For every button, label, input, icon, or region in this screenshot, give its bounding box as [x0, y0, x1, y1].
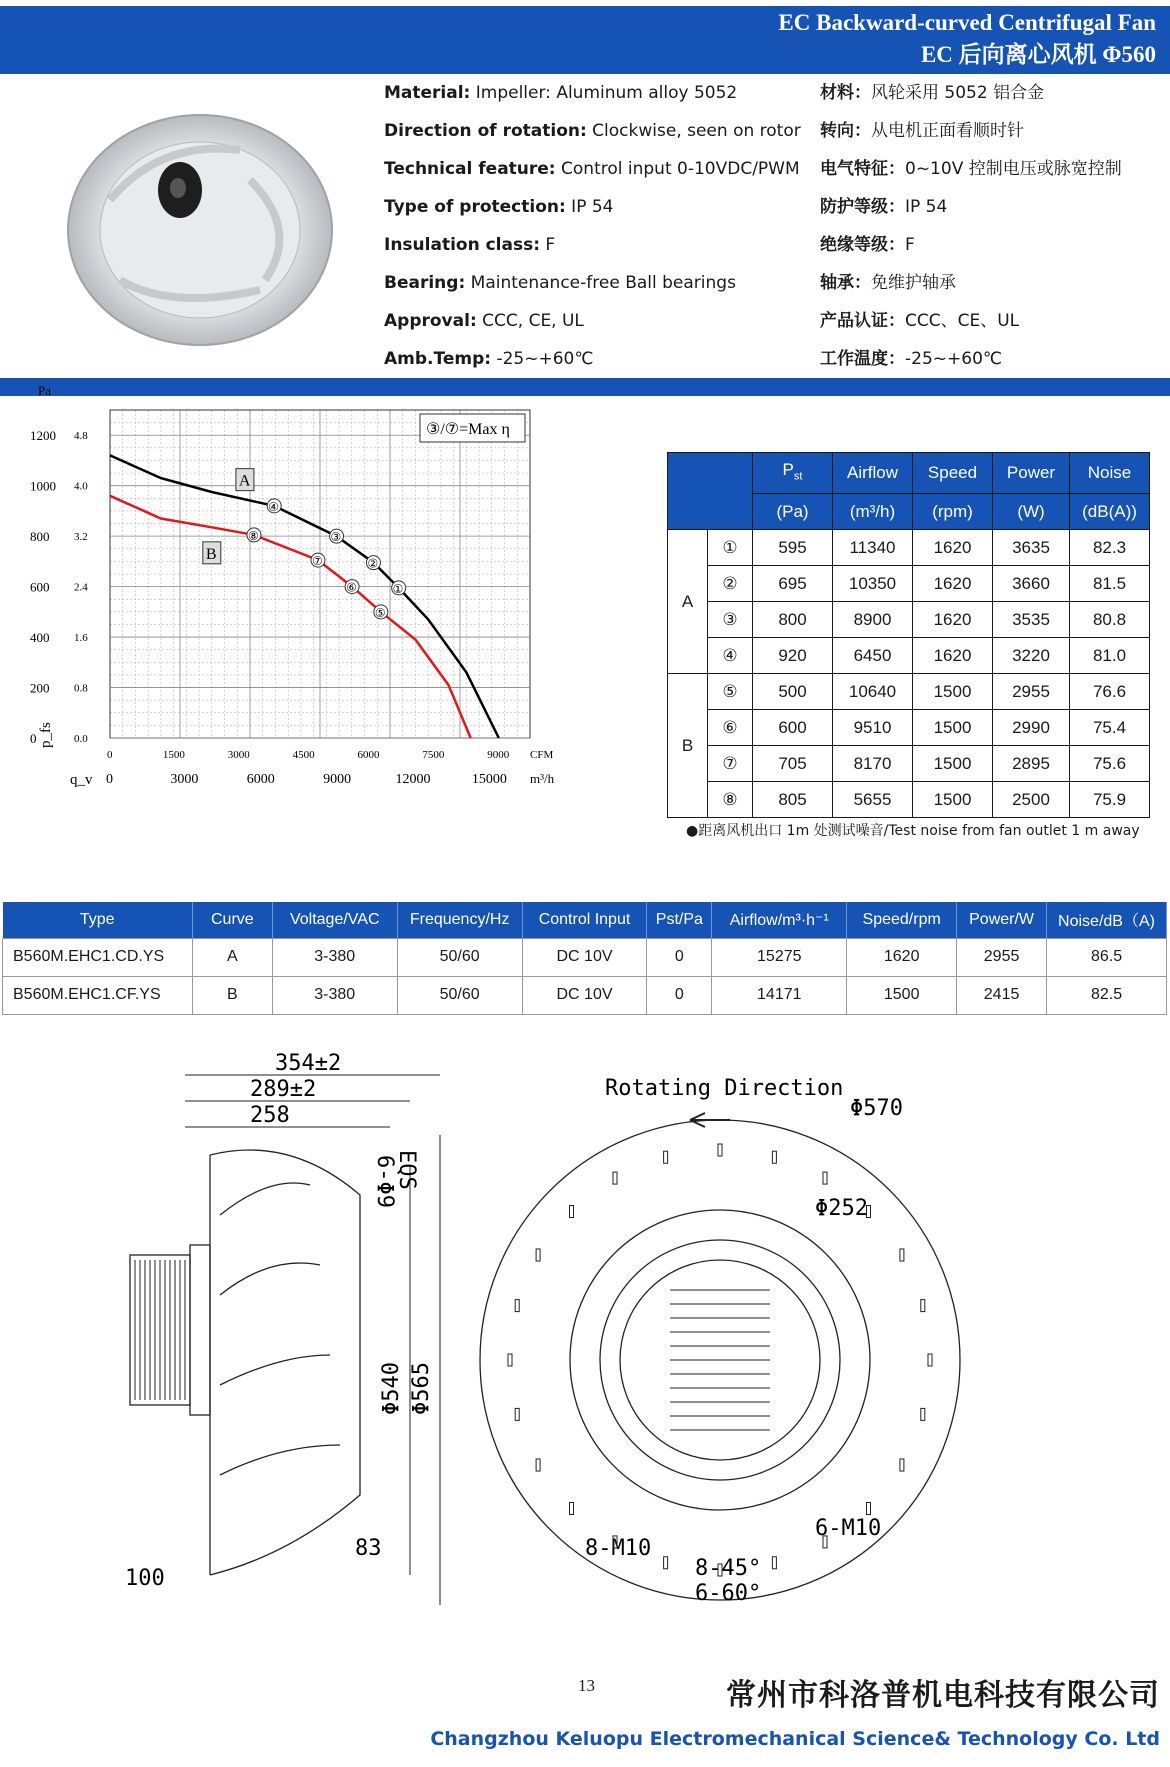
spec-header: Pst/Pa [647, 902, 712, 938]
spec-cn-row [820, 82, 1122, 120]
table-cell: 705 [753, 746, 833, 782]
table-cell: 9510 [833, 710, 913, 746]
spec-cn-row [820, 120, 1122, 158]
side-shroud [210, 1150, 360, 1575]
noise-note: ●距离风机出口 1m 处测试噪音/Test noise from fan outlet 1 m away [686, 823, 1140, 839]
y-tick-inh2o: 3.2 [74, 531, 88, 544]
y-tick-pa: 0 [30, 731, 37, 746]
dim-text: 6-Φ9 [372, 1155, 397, 1208]
bolt-slot [921, 1300, 925, 1312]
point-label: ⑦ [311, 554, 323, 569]
bolt-slot [664, 1151, 668, 1163]
x-axis-cfm-label: CFM [530, 749, 554, 761]
perf-unit: (Pa) [753, 494, 833, 530]
table-row [668, 782, 1150, 818]
bolt-slot [570, 1503, 574, 1515]
spec-cn-row [820, 196, 1122, 234]
table-row [668, 674, 1150, 710]
table-cell: 1500 [913, 674, 993, 710]
table-cell: 50/60 [397, 938, 522, 976]
dimension-drawing [110, 1051, 1170, 1606]
spec-cn-row [820, 272, 1122, 310]
table-cell: 14171 [712, 976, 847, 1014]
title-en: EC Backward-curved Centrifugal Fan [778, 10, 1156, 35]
bolt-slot [515, 1408, 519, 1420]
table-cell: 595 [753, 530, 833, 566]
divider-bar [0, 378, 1170, 396]
specs-cn [820, 82, 1122, 386]
y-tick-inh2o: 0.0 [74, 733, 88, 745]
spec-key: Technical feature: [384, 159, 556, 179]
table-row [3, 976, 1167, 1014]
dim-text: 258 [250, 1103, 290, 1128]
perf-header: $P_{st}$ [753, 453, 833, 494]
y-tick-inh2o: 4.8 [74, 430, 88, 443]
table-cell: 1620 [847, 938, 957, 976]
spec-value: -25~+60℃ [905, 349, 1002, 369]
table-row [668, 638, 1150, 674]
table-cell: 600 [753, 710, 833, 746]
spec-value: -25~+60℃ [491, 349, 594, 369]
bolt-slot [823, 1172, 827, 1184]
dim-text: 354±2 [275, 1051, 342, 1076]
x-tick-m3h: 12000 [395, 772, 431, 787]
spec-value: 0~10V 控制电压或脉宽控制 [905, 159, 1122, 179]
table-cell: 75.9 [1070, 782, 1150, 818]
spec-cn-row [820, 310, 1122, 348]
dim-text: Φ252 [815, 1196, 868, 1221]
table-cell: ⑦ [708, 746, 753, 782]
table-cell: 2895 [993, 746, 1070, 782]
table-cell: 1620 [913, 602, 993, 638]
spec-value: CCC、CE、UL [905, 311, 1020, 331]
table-cell: 2955 [957, 938, 1047, 976]
spec-key: 工作温度： [820, 349, 905, 369]
x-tick-cfm: 3000 [227, 749, 250, 761]
table-cell: 5655 [833, 782, 913, 818]
dim-text: Φ540 [379, 1362, 404, 1415]
x-tick-cfm: 0 [107, 749, 113, 761]
table-cell: B560M.EHC1.CF.YS [3, 976, 193, 1014]
page-number: 13 [578, 1676, 595, 1695]
spec-value: 从电机正面看顺时针 [871, 121, 1024, 141]
spec-header: Speed/rpm [847, 902, 957, 938]
table-cell: 80.8 [1070, 602, 1150, 638]
curve-cell: B [668, 674, 708, 818]
spec-value: Clockwise, seen on rotor [586, 121, 801, 141]
dim-text: EQS [394, 1150, 419, 1190]
perf-header: Speed [913, 453, 993, 494]
curve-label: B [205, 545, 217, 563]
spec-key: 产品认证： [820, 311, 905, 331]
y-tick-pa: 400 [30, 630, 50, 646]
table-cell: 10640 [833, 674, 913, 710]
spec-value: IP 54 [905, 197, 948, 217]
curve-cell: A [668, 530, 708, 674]
point-label: ⑧ [247, 528, 259, 543]
bolt-slot [928, 1354, 932, 1366]
table-cell: 75.4 [1070, 710, 1150, 746]
point-label: ⑤ [374, 605, 386, 620]
series-line-B [110, 496, 471, 738]
bolt-slot [718, 1144, 722, 1156]
bolt-slot [921, 1408, 925, 1420]
fan-image [50, 80, 350, 370]
point-label: ② [367, 556, 379, 571]
y-tick-inh2o: 1.6 [74, 632, 88, 645]
y-tick-inh2o: 4.0 [74, 480, 88, 493]
table-cell: 50/60 [397, 976, 522, 1014]
dim-text: 100 [125, 1566, 165, 1591]
perf-unit: (rpm) [913, 494, 993, 530]
spec-en-row [384, 82, 801, 120]
legend-text: ③/⑦=Max η [426, 421, 510, 438]
table-cell: 805 [753, 782, 833, 818]
table-cell: 500 [753, 674, 833, 710]
impeller-blades [220, 1183, 340, 1475]
table-cell: 10350 [833, 566, 913, 602]
dim-text: 289±2 [250, 1077, 317, 1102]
bolt-slot [772, 1557, 776, 1569]
series-line-A [110, 455, 499, 738]
spec-key: Type of protection: [384, 197, 566, 217]
bolt-slot [536, 1249, 540, 1261]
table-cell: 8170 [833, 746, 913, 782]
table-row [668, 602, 1150, 638]
table-cell: 11340 [833, 530, 913, 566]
table-cell: 86.5 [1047, 938, 1167, 976]
spec-header: Power/W [957, 902, 1047, 938]
x-tick-m3h: 3000 [170, 772, 199, 787]
dim-text: Φ565 [409, 1362, 434, 1415]
table-cell: 82.3 [1070, 530, 1150, 566]
model-spec-table [2, 902, 1167, 1015]
spec-value: Maintenance-free Ball bearings [465, 273, 736, 293]
spec-header: Type [3, 902, 193, 938]
y-tick-inh2o: 0.8 [74, 682, 88, 695]
spec-key: 转向： [820, 121, 871, 141]
table-cell: 76.6 [1070, 674, 1150, 710]
bolt-slot [772, 1151, 776, 1163]
bolt-slot [508, 1354, 512, 1366]
table-cell: ① [708, 530, 753, 566]
bolt-slot [515, 1300, 519, 1312]
spec-value: CCC, CE, UL [476, 311, 584, 331]
table-cell: ⑧ [708, 782, 753, 818]
dim-text: Φ570 [850, 1096, 903, 1121]
spec-cn-row [820, 158, 1122, 196]
spec-en-row [384, 196, 801, 234]
title-cn: EC 后向离心风机 Φ560 [920, 42, 1156, 67]
table-cell: 75.6 [1070, 746, 1150, 782]
bolt-slot [867, 1503, 871, 1515]
company-name-cn: 常州市科洛普机电科技有限公司 [726, 1678, 1160, 1713]
spec-value: IP 54 [565, 197, 614, 217]
page-header [0, 6, 1170, 74]
table-cell: 1620 [913, 566, 993, 602]
table-cell: 3-380 [272, 976, 397, 1014]
table-cell: 3660 [993, 566, 1070, 602]
perf-header: Airflow [833, 453, 913, 494]
x-tick-cfm: 7500 [422, 749, 445, 761]
y-axis-label: p_fs [38, 722, 54, 748]
performance-chart [30, 383, 640, 890]
spec-value: F [905, 235, 915, 255]
table-row [3, 938, 1167, 976]
x-tick-cfm: 6000 [357, 749, 380, 761]
table-cell: 2500 [993, 782, 1070, 818]
company-name-en: Changzhou Keluopu Electromechanical Science& Technology Co. Ltd [430, 1728, 1160, 1750]
table-row [668, 566, 1150, 602]
spec-en-row [384, 272, 801, 310]
table-cell: 2990 [993, 710, 1070, 746]
y-tick-pa: 800 [30, 529, 50, 545]
table-cell: 800 [753, 602, 833, 638]
table-cell: 1500 [913, 746, 993, 782]
perf-unit: (W) [993, 494, 1070, 530]
y-tick-pa: 1000 [30, 478, 56, 494]
x-tick-cfm: 9000 [487, 749, 510, 761]
table-cell: 0 [647, 938, 712, 976]
table-cell: 6450 [833, 638, 913, 674]
bolt-slot [900, 1249, 904, 1261]
point-label: ④ [268, 499, 279, 514]
spec-value: Control input 0-10VDC/PWM [555, 159, 800, 179]
table-cell: B560M.EHC1.CD.YS [3, 938, 193, 976]
table-cell: 2955 [993, 674, 1070, 710]
bolt-slot [570, 1206, 574, 1218]
x-tick-cfm: 1500 [162, 749, 185, 761]
table-cell: DC 10V [522, 938, 647, 976]
table-cell: 1500 [913, 782, 993, 818]
spec-header: Voltage/VAC [272, 902, 397, 938]
dim-text: 6-M10 [815, 1516, 882, 1541]
table-cell: ③ [708, 602, 753, 638]
table-cell: B [192, 976, 272, 1014]
table-cell: 3535 [993, 602, 1070, 638]
perf-header: Noise [1070, 453, 1150, 494]
table-cell: DC 10V [522, 976, 647, 1014]
bolt-slot [613, 1172, 617, 1184]
perf-unit: (m³/h) [833, 494, 913, 530]
spec-key: Insulation class: [384, 235, 541, 255]
spec-header: Noise/dB（A) [1047, 902, 1167, 938]
table-cell: ④ [708, 638, 753, 674]
spec-cn-row [820, 234, 1122, 272]
table-row [668, 530, 1150, 566]
spec-key: 电气特征： [820, 159, 905, 179]
spec-en-row [384, 234, 801, 272]
table-cell: 81.5 [1070, 566, 1150, 602]
table-cell: 1500 [847, 976, 957, 1014]
curve-label: A [238, 472, 251, 490]
y-tick-pa: 600 [30, 579, 50, 595]
table-cell: 2415 [957, 976, 1047, 1014]
x-tick-m3h: 6000 [246, 772, 275, 787]
bolt-slot [536, 1459, 540, 1471]
x-axis-label: q_v [70, 772, 93, 788]
x-tick-m3h: 0 [106, 772, 113, 787]
y-tick-pa: 200 [30, 680, 50, 696]
table-cell: 920 [753, 638, 833, 674]
perf-header: Power [993, 453, 1070, 494]
corner-cell [668, 453, 753, 530]
spec-header: Control Input [522, 902, 647, 938]
spec-en-row [384, 310, 801, 348]
spec-key: Material: [384, 83, 471, 103]
spec-header: Airflow/m³·h⁻¹ [712, 902, 847, 938]
x-tick-cfm: 4500 [292, 749, 315, 761]
motor-flange [190, 1245, 210, 1415]
table-cell: ⑤ [708, 674, 753, 710]
dim-text: 6-60° [695, 1581, 762, 1606]
spec-value: 风轮采用 5052 铝合金 [871, 83, 1045, 103]
spec-key: Bearing: [384, 273, 466, 293]
table-cell: 8900 [833, 602, 913, 638]
table-cell: 1620 [913, 638, 993, 674]
spec-value: F [540, 235, 556, 255]
point-label: ③ [330, 530, 342, 545]
rotating-direction-label: Rotating Direction [605, 1076, 844, 1101]
spec-key: 防护等级： [820, 197, 905, 217]
table-cell: 1500 [913, 710, 993, 746]
dim-text: 8-M10 [585, 1536, 652, 1561]
table-cell: 82.5 [1047, 976, 1167, 1014]
table-cell: ② [708, 566, 753, 602]
spec-header: Frequency/Hz [397, 902, 522, 938]
y-tick-inh2o: 2.4 [74, 581, 88, 594]
table-cell: 81.0 [1070, 638, 1150, 674]
x-tick-m3h: 9000 [323, 772, 352, 787]
y-tick-pa: 1200 [30, 428, 56, 444]
table-cell: ⑥ [708, 710, 753, 746]
x-axis-m3h-label: m³/h [530, 771, 555, 786]
table-cell: 3635 [993, 530, 1070, 566]
spec-value: 免维护轴承 [871, 273, 956, 293]
point-label: ① [392, 581, 404, 596]
spec-key: Direction of rotation: [384, 121, 587, 141]
table-cell: 3-380 [272, 938, 397, 976]
perf-unit: (dB(A)) [1070, 494, 1150, 530]
bolt-slot [900, 1459, 904, 1471]
spec-value: Impeller: Aluminum alloy 5052 [470, 83, 738, 103]
bolt-slot [664, 1557, 668, 1569]
table-cell: 1620 [913, 530, 993, 566]
performance-table [667, 452, 1150, 818]
spec-key: Approval: [384, 311, 477, 331]
spec-key: 绝缘等级： [820, 235, 905, 255]
table-row [668, 746, 1150, 782]
spec-en-row [384, 120, 801, 158]
x-tick-m3h: 15000 [471, 772, 507, 787]
spec-key: Amb.Temp: [384, 349, 492, 369]
table-cell: 0 [647, 976, 712, 1014]
y-axis-pa-label: Pa [38, 383, 51, 398]
spec-en-row [384, 158, 801, 196]
table-cell: 695 [753, 566, 833, 602]
spec-key: 轴承： [820, 273, 871, 293]
dim-text: 83 [355, 1536, 382, 1561]
spec-key: 材料： [820, 83, 871, 103]
dim-text: 8-45° [695, 1556, 762, 1581]
table-cell: 15275 [712, 938, 847, 976]
table-cell: 3220 [993, 638, 1070, 674]
table-cell: A [192, 938, 272, 976]
table-row [668, 710, 1150, 746]
spec-header: Curve [192, 902, 272, 938]
point-label: ⑥ [346, 580, 357, 595]
specs-en [384, 82, 801, 386]
